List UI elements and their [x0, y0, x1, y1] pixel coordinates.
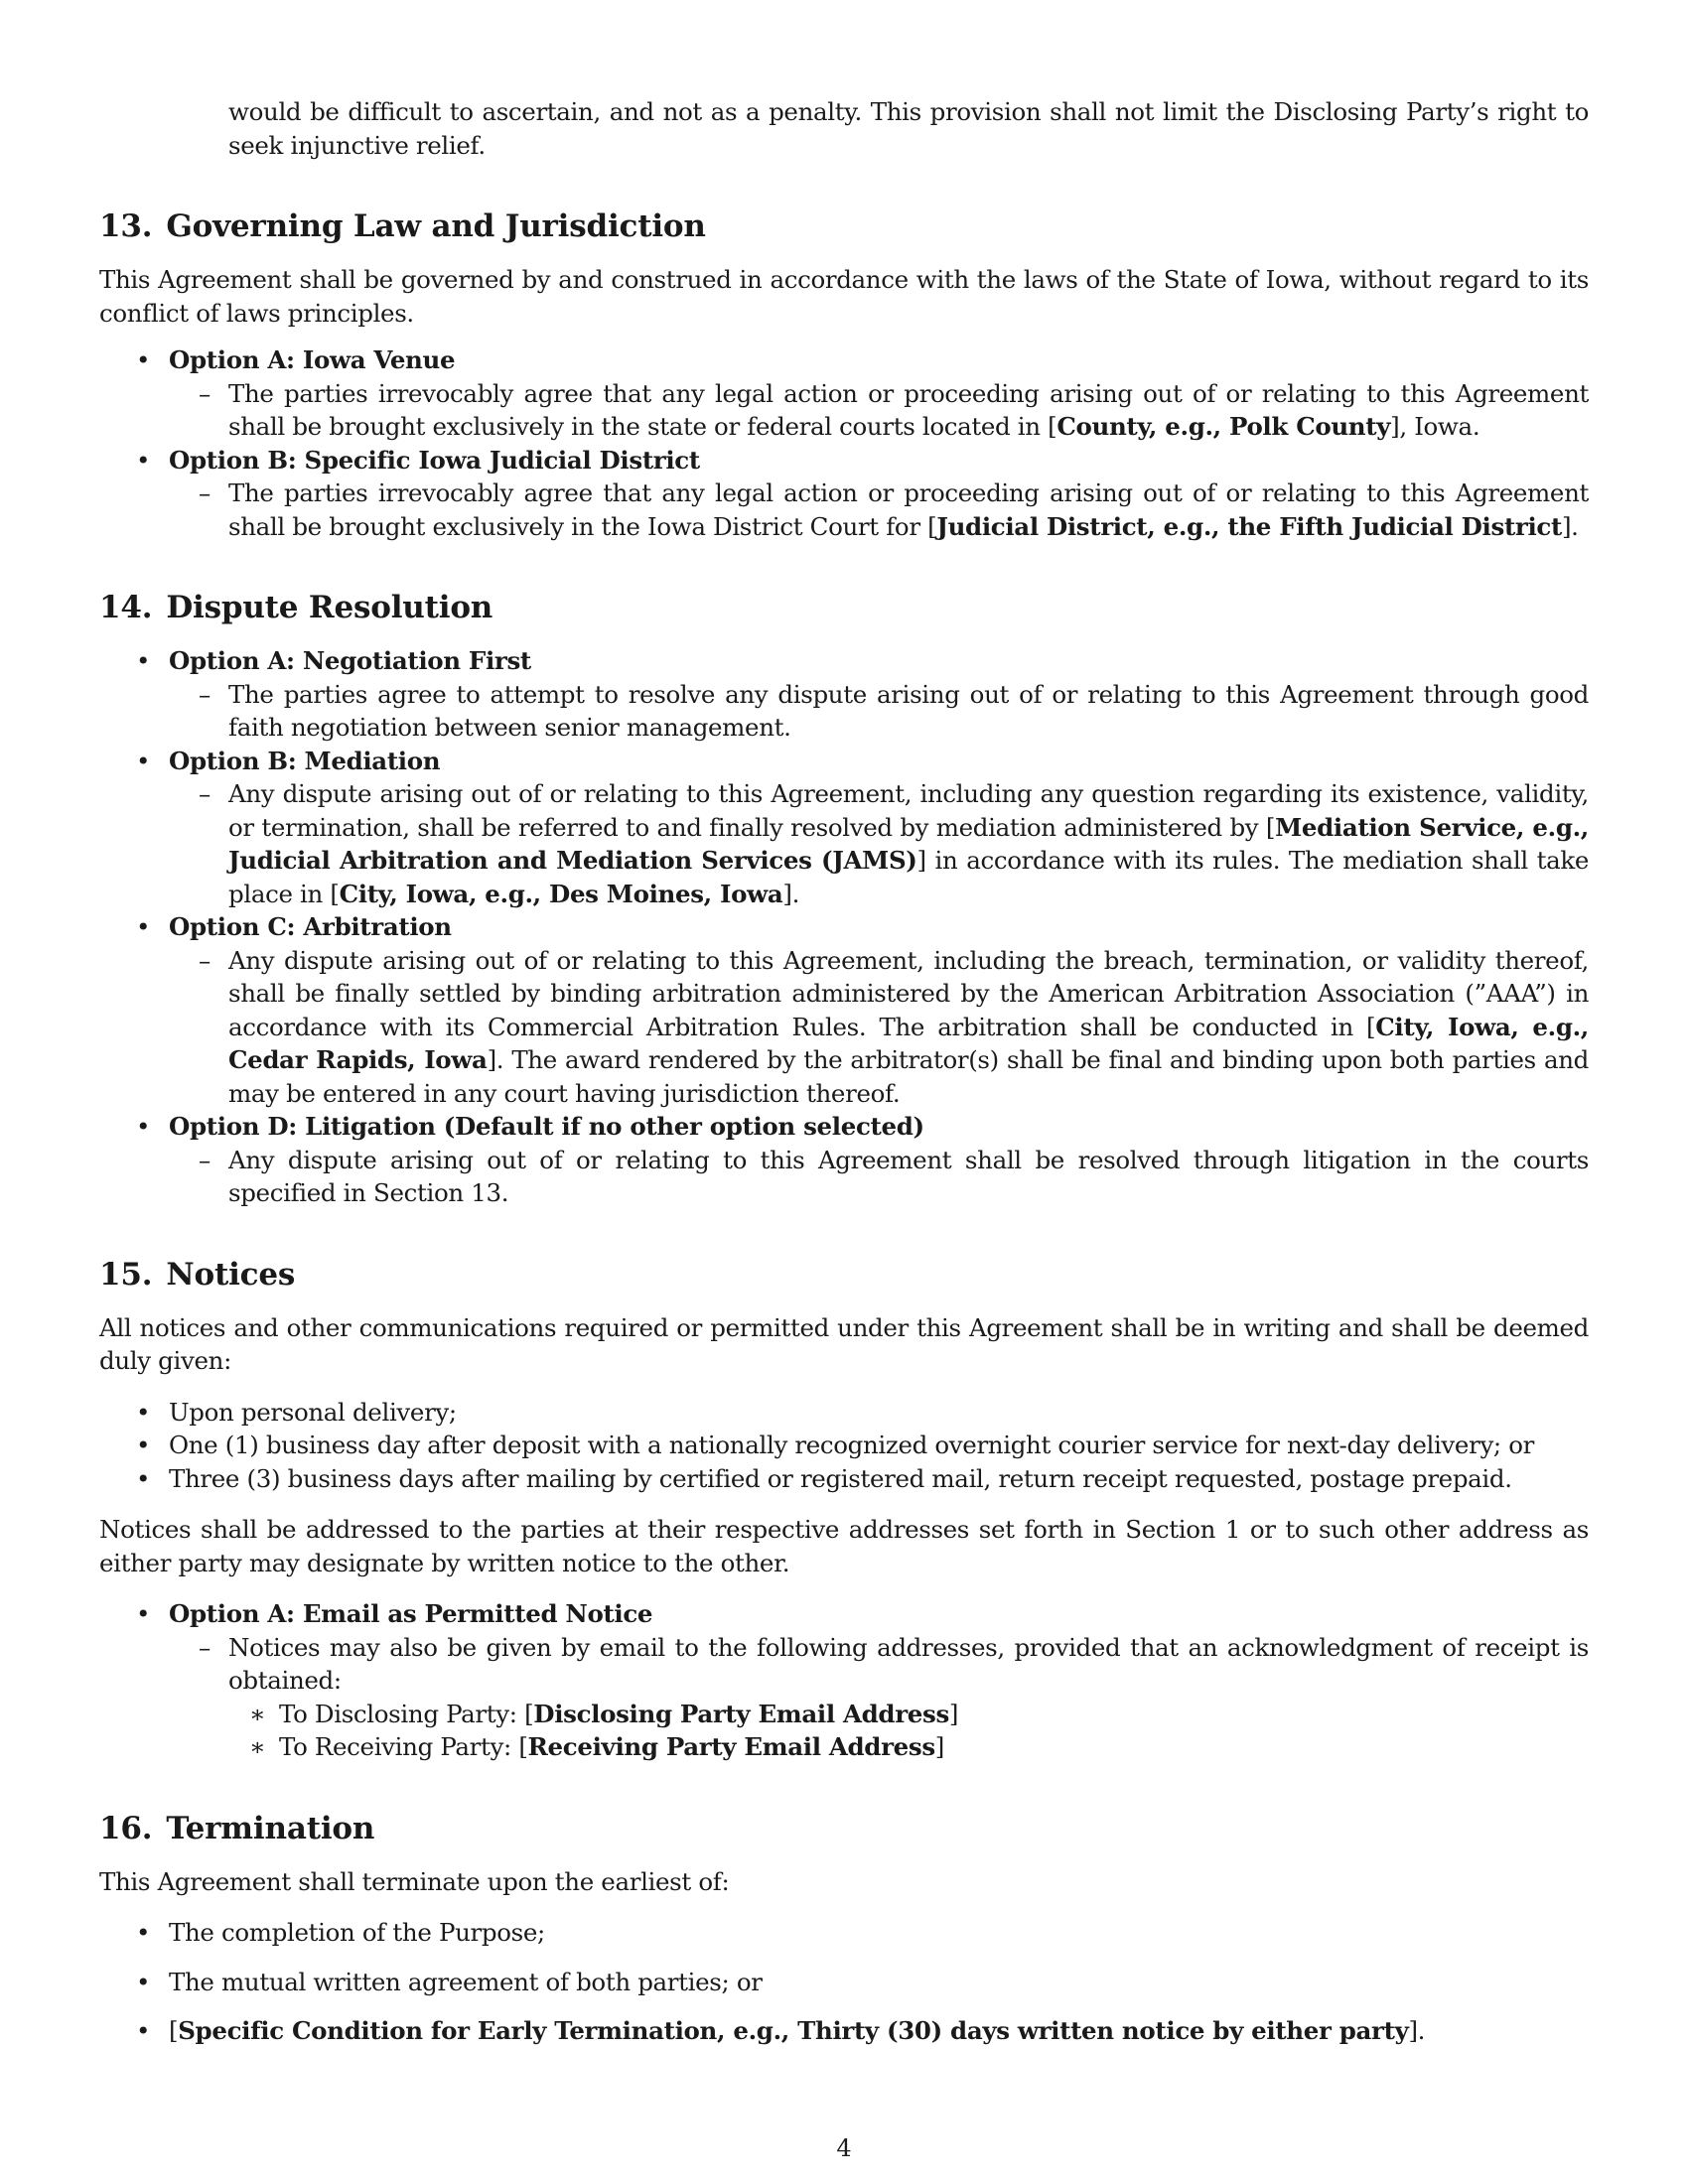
section-15-options: [99, 1597, 1589, 1764]
section-13-heading: [99, 207, 1589, 245]
option-text: [169, 944, 1589, 1111]
text-run: ].: [782, 879, 800, 908]
list-item: [99, 910, 1589, 1110]
list-item: [99, 2014, 1589, 2048]
section-15-intro: All notices and other communications required or permitted under this Agreement shall be in writing and shall be deemed duly given:: [99, 1312, 1589, 1375]
option-body: [169, 1631, 1589, 1764]
section-number: 14.: [99, 590, 153, 625]
section-number: 13.: [99, 208, 153, 244]
section-14-heading: [99, 589, 1589, 626]
continuation-paragraph: would be difficult to ascertain, and not as a penalty. This provision shall not limit the Disclosing Party’s right to seek injunctive relief.: [228, 97, 1589, 160]
termination-conditions-list: [99, 1916, 1589, 2048]
option-text: [169, 777, 1589, 910]
text-run: ], Iowa.: [1390, 412, 1480, 441]
list-item: • Upon personal delivery;: [99, 1396, 1589, 1430]
option-text: [169, 1631, 1589, 1764]
list-item: [99, 644, 1589, 745]
section-16-heading: [99, 1810, 1589, 1847]
section-15-address-text: Notices shall be addressed to the parties at their respective addresses set forth in Section 1 or to such other address as either party may designate by written notice to the other.: [99, 1515, 1589, 1577]
list-item: • One (1) business day after deposit with a nationally recognized overnight courier service for next-day delivery; or: [99, 1429, 1589, 1462]
option-title: Option B: Specific Iowa Judicial District: [169, 445, 700, 475]
page-number: 4: [836, 2134, 852, 2162]
placeholder-field: Judicial District, e.g., the Fifth Judicial District: [936, 511, 1562, 541]
text-run: The parties irrevocably agree that any legal action or proceeding arising out of or relating to this Agreement shall be brought exclusively in the Iowa District Court for [: [228, 478, 1589, 541]
placeholder-field: Receiving Party Email Address: [527, 1732, 935, 1761]
text-run: ] in accordance with its rules. The mediation shall take place in [: [228, 846, 1589, 908]
email-address-list: [228, 1698, 1589, 1764]
placeholder-field: City, Iowa, e.g., Des Moines, Iowa: [339, 879, 783, 908]
list-item: [99, 1597, 1589, 1764]
section-13-options: [99, 343, 1589, 543]
list-item: [99, 343, 1589, 444]
text-run: Any dispute arising out of or relating to this Agreement, including any question regarding its existence, validity, or termination, shall be referred to and finally resolved by mediation administered by [: [228, 779, 1589, 842]
option-title: Option C: Arbitration: [169, 912, 452, 941]
placeholder-field: Specific Condition for Early Termination, e.g., Thirty (30) days written notice by either party: [178, 2016, 1409, 2045]
section-14-options: [99, 644, 1589, 1210]
placeholder-field: City, Iowa, e.g., Cedar Rapids, Iowa: [228, 1012, 1589, 1074]
option-text: [169, 477, 1589, 543]
list-item: • Three (3) business days after mailing by certified or registered mail, return receipt requested, postage prepaid.: [99, 1462, 1589, 1496]
section-title: Notices: [166, 1256, 296, 1293]
option-text: [169, 377, 1589, 444]
text-run: To Receiving Party: [: [279, 1732, 528, 1761]
text-run: To Disclosing Party: [: [279, 1699, 534, 1728]
list-item: [99, 444, 1589, 544]
section-15-heading: [99, 1256, 1589, 1294]
option-title: Option D: Litigation (Default if no other option selected): [169, 1112, 924, 1141]
option-body: [169, 944, 1589, 1111]
section-title: Termination: [166, 1810, 375, 1846]
list-item: [99, 745, 1589, 911]
option-title: Option A: Email as Permitted Notice: [169, 1599, 653, 1628]
placeholder-field: Mediation Service, e.g., Judicial Arbitration and Mediation Services (JAMS): [228, 812, 1589, 875]
list-item: • The completion of the Purpose;: [99, 1916, 1589, 1950]
placeholder-field: County, e.g., Polk County: [1056, 412, 1391, 441]
option-title: Option A: Iowa Venue: [169, 345, 456, 374]
section-number: 16.: [99, 1810, 153, 1846]
section-title: Governing Law and Jurisdiction: [166, 208, 706, 244]
text-run: Any dispute arising out of or relating to this Agreement, including the breach, termination, or validity thereof, shall be finally settled by binding arbitration administered by the American Arbitration Association (”AAA”) in accordance with its Commercial Arbitration Rules. The arbitration shall be conducted in [: [228, 945, 1589, 1041]
option-title: Option B: Mediation: [169, 746, 441, 775]
list-item: [99, 1110, 1589, 1210]
text-run: ]. The award rendered by the arbitrator(s) shall be final and binding upon both parties and may be entered in any court having jurisdiction thereof.: [228, 1045, 1589, 1108]
option-body: [169, 777, 1589, 910]
document-page: [99, 95, 1589, 2064]
text-run: ].: [1408, 2016, 1426, 2045]
option-text: – Any dispute arising out of or relating to this Agreement shall be resolved through litigation in the courts specified in Section 13.: [169, 1144, 1589, 1210]
section-number: 15.: [99, 1256, 153, 1293]
text-run: Notices may also be given by email to the following addresses, provided that an acknowledgment of receipt is obtained:: [228, 1632, 1589, 1695]
list-item: • The mutual written agreement of both parties; or: [99, 1966, 1589, 1999]
text-run: ].: [1561, 511, 1579, 541]
text-run: The parties irrevocably agree that any legal action or proceeding arising out of or relating to this Agreement shall be brought exclusively in the state or federal courts located in [: [228, 378, 1589, 441]
list-item: [228, 1698, 1589, 1731]
option-body: [169, 678, 1589, 745]
text-run: ]: [934, 1732, 944, 1761]
option-title: Option A: Negotiation First: [169, 646, 531, 675]
section-title: Dispute Resolution: [166, 590, 493, 625]
text-run: ]: [948, 1699, 959, 1728]
option-body: [169, 377, 1589, 444]
text-run: [: [169, 2016, 179, 2045]
option-text: – The parties agree to attempt to resolve any dispute arising out of or relating to this Agreement through good faith negotiation between senior management.: [169, 678, 1589, 745]
option-body: [169, 477, 1589, 543]
list-item: [228, 1730, 1589, 1764]
option-body: [169, 1144, 1589, 1210]
section-16-intro: This Agreement shall terminate upon the earliest of:: [99, 1866, 730, 1896]
delivery-methods-list: [99, 1396, 1589, 1496]
placeholder-field: Disclosing Party Email Address: [533, 1699, 949, 1728]
section-13-intro: This Agreement shall be governed by and construed in accordance with the laws of the State of Iowa, without regard to its conflict of laws principles.: [99, 265, 1589, 328]
